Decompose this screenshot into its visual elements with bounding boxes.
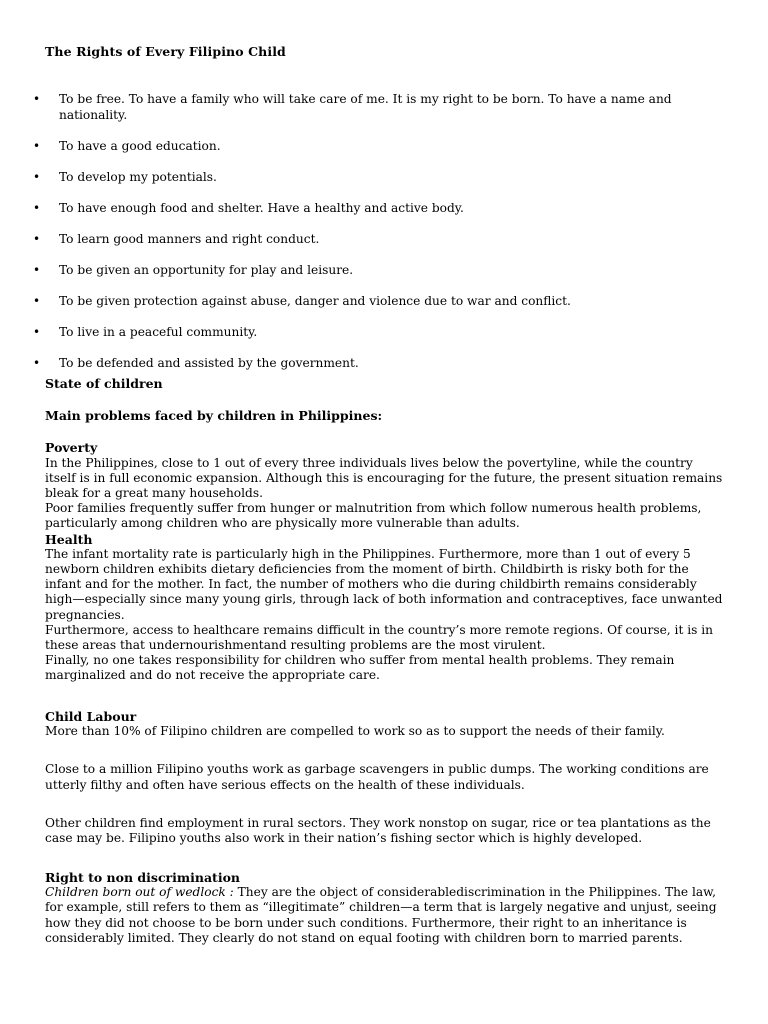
state-of-children-section xyxy=(45,376,725,684)
poverty-paragraph-1: In the Philippines, close to 1 out of every three individuals lives below the povertyline, while the country itself is in full economic expansion. Although this is encouraging for the future, the present situation remains bleak for a great many households. xyxy=(45,455,723,501)
bullet-icon: • xyxy=(33,355,41,370)
bullet-icon: • xyxy=(33,262,41,277)
list-item xyxy=(0,263,768,279)
non-discrimination-heading: Right to non discrimination xyxy=(45,870,241,885)
state-heading: State of children xyxy=(45,376,163,391)
wedlock-text: They are the object of considerablediscrimination in the Philippines. The law, for example, still refers to them as “illegitimate” children—a term that is largely negative and unjust, seeing how they did not choose to be born under such conditions. Furthermore, their right to an inheritance is considerably limited. They clearly do not stand on equal footing with children born to married parents. xyxy=(45,885,717,945)
list-item xyxy=(0,325,768,341)
document-title: The Rights of Every Filipino Child xyxy=(45,44,286,59)
bullet-icon: • xyxy=(33,92,41,106)
right-text: To be given protection against abuse, danger and violence due to war and conflict. xyxy=(59,293,571,308)
right-text: To learn good manners and right conduct. xyxy=(59,231,320,246)
right-text: To develop my potentials. xyxy=(59,169,217,184)
child-labour-paragraph-2: Close to a million Filipino youths work as garbage scavengers in public dumps. The working conditions are utterly filthy and often have serious effects on the health of these individuals. xyxy=(45,762,709,792)
list-item xyxy=(0,170,768,186)
list-item xyxy=(0,201,768,217)
health-heading: Health xyxy=(45,531,93,547)
child-labour-heading: Child Labour xyxy=(45,709,137,724)
bullet-icon: • xyxy=(33,293,41,308)
child-labour-section xyxy=(45,709,725,846)
bullet-icon: • xyxy=(33,231,41,246)
bullet-icon: • xyxy=(33,169,41,184)
list-item xyxy=(0,294,768,310)
list-item xyxy=(0,92,768,123)
wedlock-lead: Children born out of wedlock : xyxy=(45,885,234,900)
right-text: To live in a peaceful community. xyxy=(59,324,258,339)
health-paragraph-1: The infant mortality rate is particularly high in the Philippines. Furthermore, more than 1 out of every 5 newborn children exhibits dietary deficiencies from the moment of birth. Childbirth is risky both for the infant and for the mother. In fact, the number of mothers who die during childbirth remains considerably high—especially since many young girls, through lack of both information and contraceptives, face unwanted pregnancies. xyxy=(45,546,723,622)
child-labour-paragraph-1: More than 10% of Filipino children are compelled to work so as to support the needs of their family. xyxy=(45,724,665,739)
non-discrimination-section xyxy=(45,870,725,946)
right-text: To be given an opportunity for play and leisure. xyxy=(59,262,354,277)
bullet-icon: • xyxy=(33,138,41,153)
health-paragraph-2: Furthermore, access to healthcare remains difficult in the country’s more remote regions. Of course, it is in these areas that undernourishmentand resulting problems are the most virulent. xyxy=(45,622,713,653)
list-item xyxy=(0,356,768,372)
right-text: To be defended and assisted by the government. xyxy=(59,355,359,370)
right-text: To have enough food and shelter. Have a healthy and active body. xyxy=(59,200,464,215)
list-item xyxy=(0,232,768,248)
poverty-paragraph-2: Poor families frequently suffer from hunger or malnutrition from which follow numerous health problems, particularly among children who are physically more vulnerable than adults. xyxy=(45,501,702,531)
right-text: To be free. To have a family who will take care of me. It is my right to be born. To have a name and nationality. xyxy=(59,92,672,122)
bullet-icon: • xyxy=(33,200,41,215)
problems-heading: Main problems faced by children in Philippines: xyxy=(45,408,383,424)
bullet-icon: • xyxy=(33,324,41,339)
rights-list xyxy=(0,92,768,387)
list-item xyxy=(0,139,768,155)
non-discrimination-paragraph xyxy=(45,885,725,946)
health-paragraph-3: Finally, no one takes responsibility for children who suffer from mental health problems. They remain marginalized and do not receive the appropriate care. xyxy=(45,653,675,683)
right-text: To have a good education. xyxy=(59,138,221,153)
poverty-heading: Poverty xyxy=(45,440,98,456)
child-labour-paragraph-3: Other children find employment in rural sectors. They work nonstop on sugar, rice or tea plantations as the case may be. Filipino youths also work in their nation’s fishing sector which is highly developed. xyxy=(45,815,711,846)
